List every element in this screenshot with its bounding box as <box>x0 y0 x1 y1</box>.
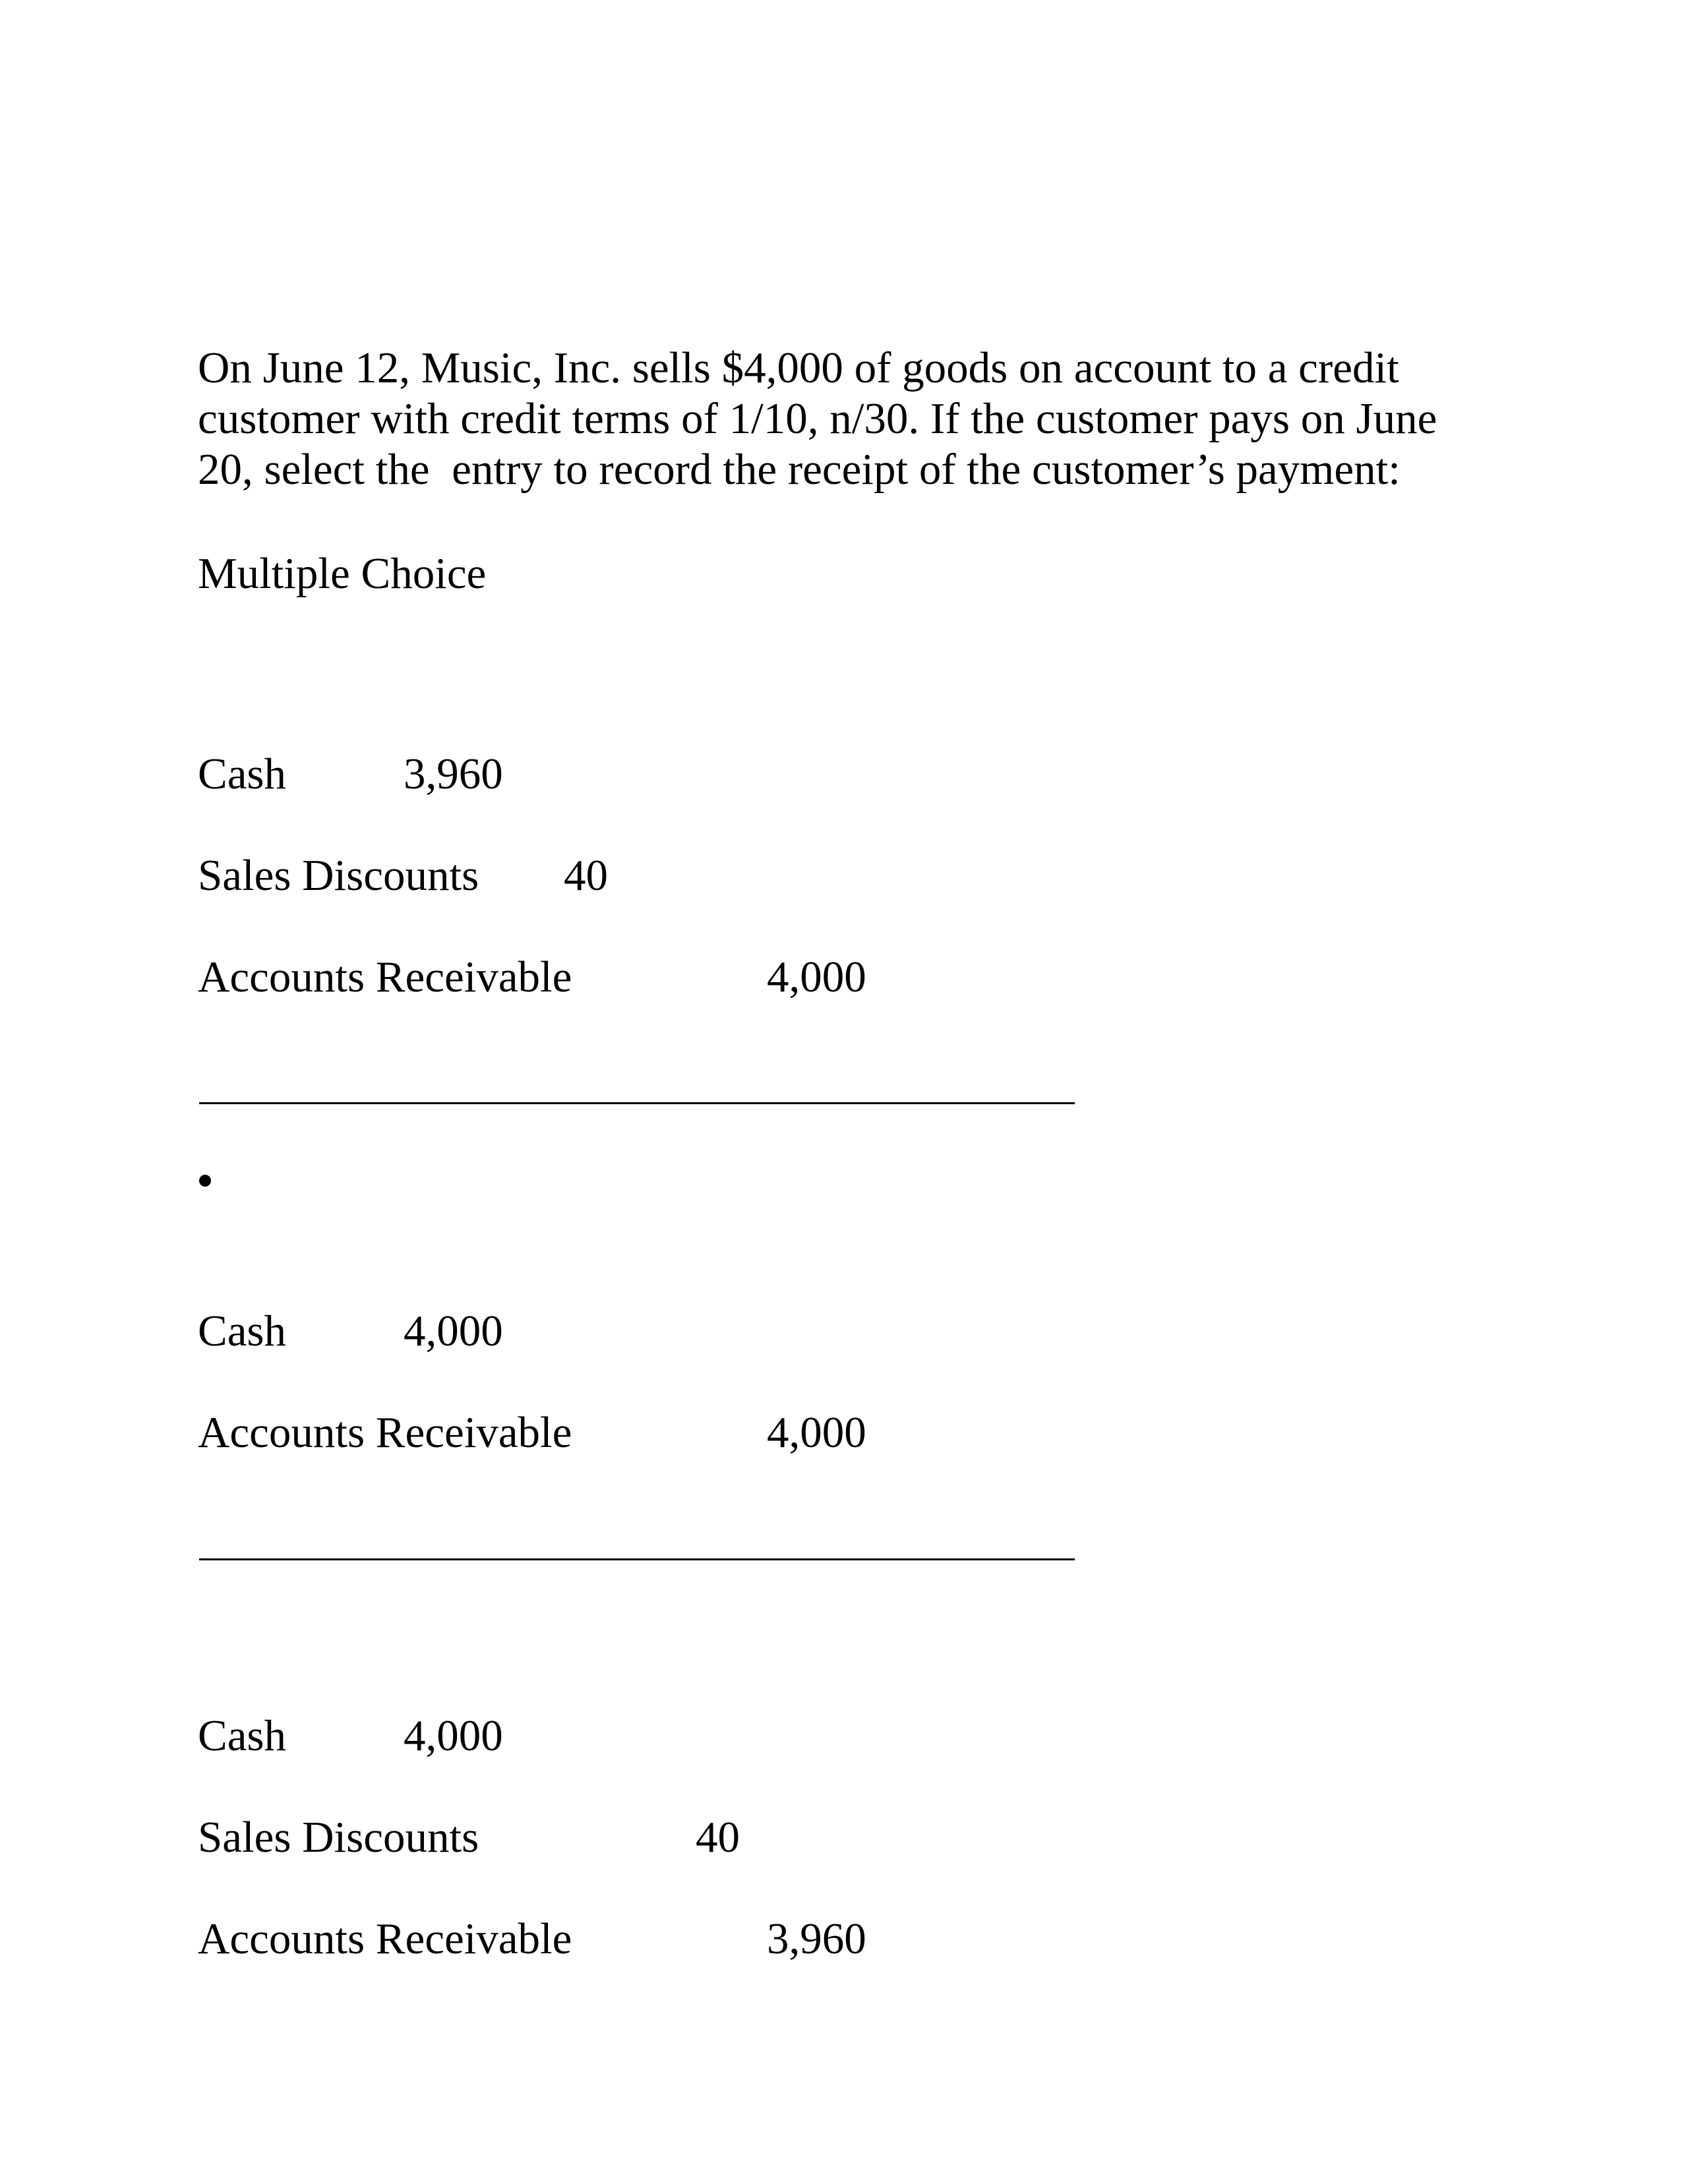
option-2-amount-cash: 4,000 <box>404 1307 503 1355</box>
multiple-choice-label: Multiple Choice <box>198 549 487 598</box>
option-1-amount-cash: 3,960 <box>404 750 503 798</box>
question-line: On June 12, Music, Inc. sells $4,000 of goods on account to a credit <box>198 343 1399 392</box>
option-1-amount-sales-discounts: 40 <box>564 851 608 900</box>
option-1-account-sales-discounts: Sales Discounts <box>198 851 479 900</box>
option-3-account-cash: Cash <box>198 1711 286 1760</box>
bullet-icon <box>199 1175 211 1187</box>
option-1-account-accounts-receivable: Accounts Receivable <box>198 953 572 1001</box>
separator-line <box>199 1558 1075 1560</box>
option-3-amount-cash: 4,000 <box>404 1711 503 1760</box>
option-3-amount-accounts-receivable: 3,960 <box>767 1914 866 1963</box>
separator-line <box>199 1102 1075 1104</box>
question-text <box>198 343 1451 495</box>
option-1-account-cash: Cash <box>198 750 286 798</box>
option-3-amount-sales-discounts: 40 <box>696 1813 740 1862</box>
question-line: 20, select the entry to record the receipt of the customer’s payment: <box>198 445 1401 494</box>
option-3-account-accounts-receivable: Accounts Receivable <box>198 1914 572 1963</box>
option-1-amount-accounts-receivable: 4,000 <box>767 953 866 1001</box>
question-line: customer with credit terms of 1/10, n/30. If the customer pays on June <box>198 394 1437 443</box>
option-2-account-accounts-receivable: Accounts Receivable <box>198 1408 572 1457</box>
option-2-amount-accounts-receivable: 4,000 <box>767 1408 866 1457</box>
option-3-account-sales-discounts: Sales Discounts <box>198 1813 479 1862</box>
option-2-account-cash: Cash <box>198 1307 286 1355</box>
